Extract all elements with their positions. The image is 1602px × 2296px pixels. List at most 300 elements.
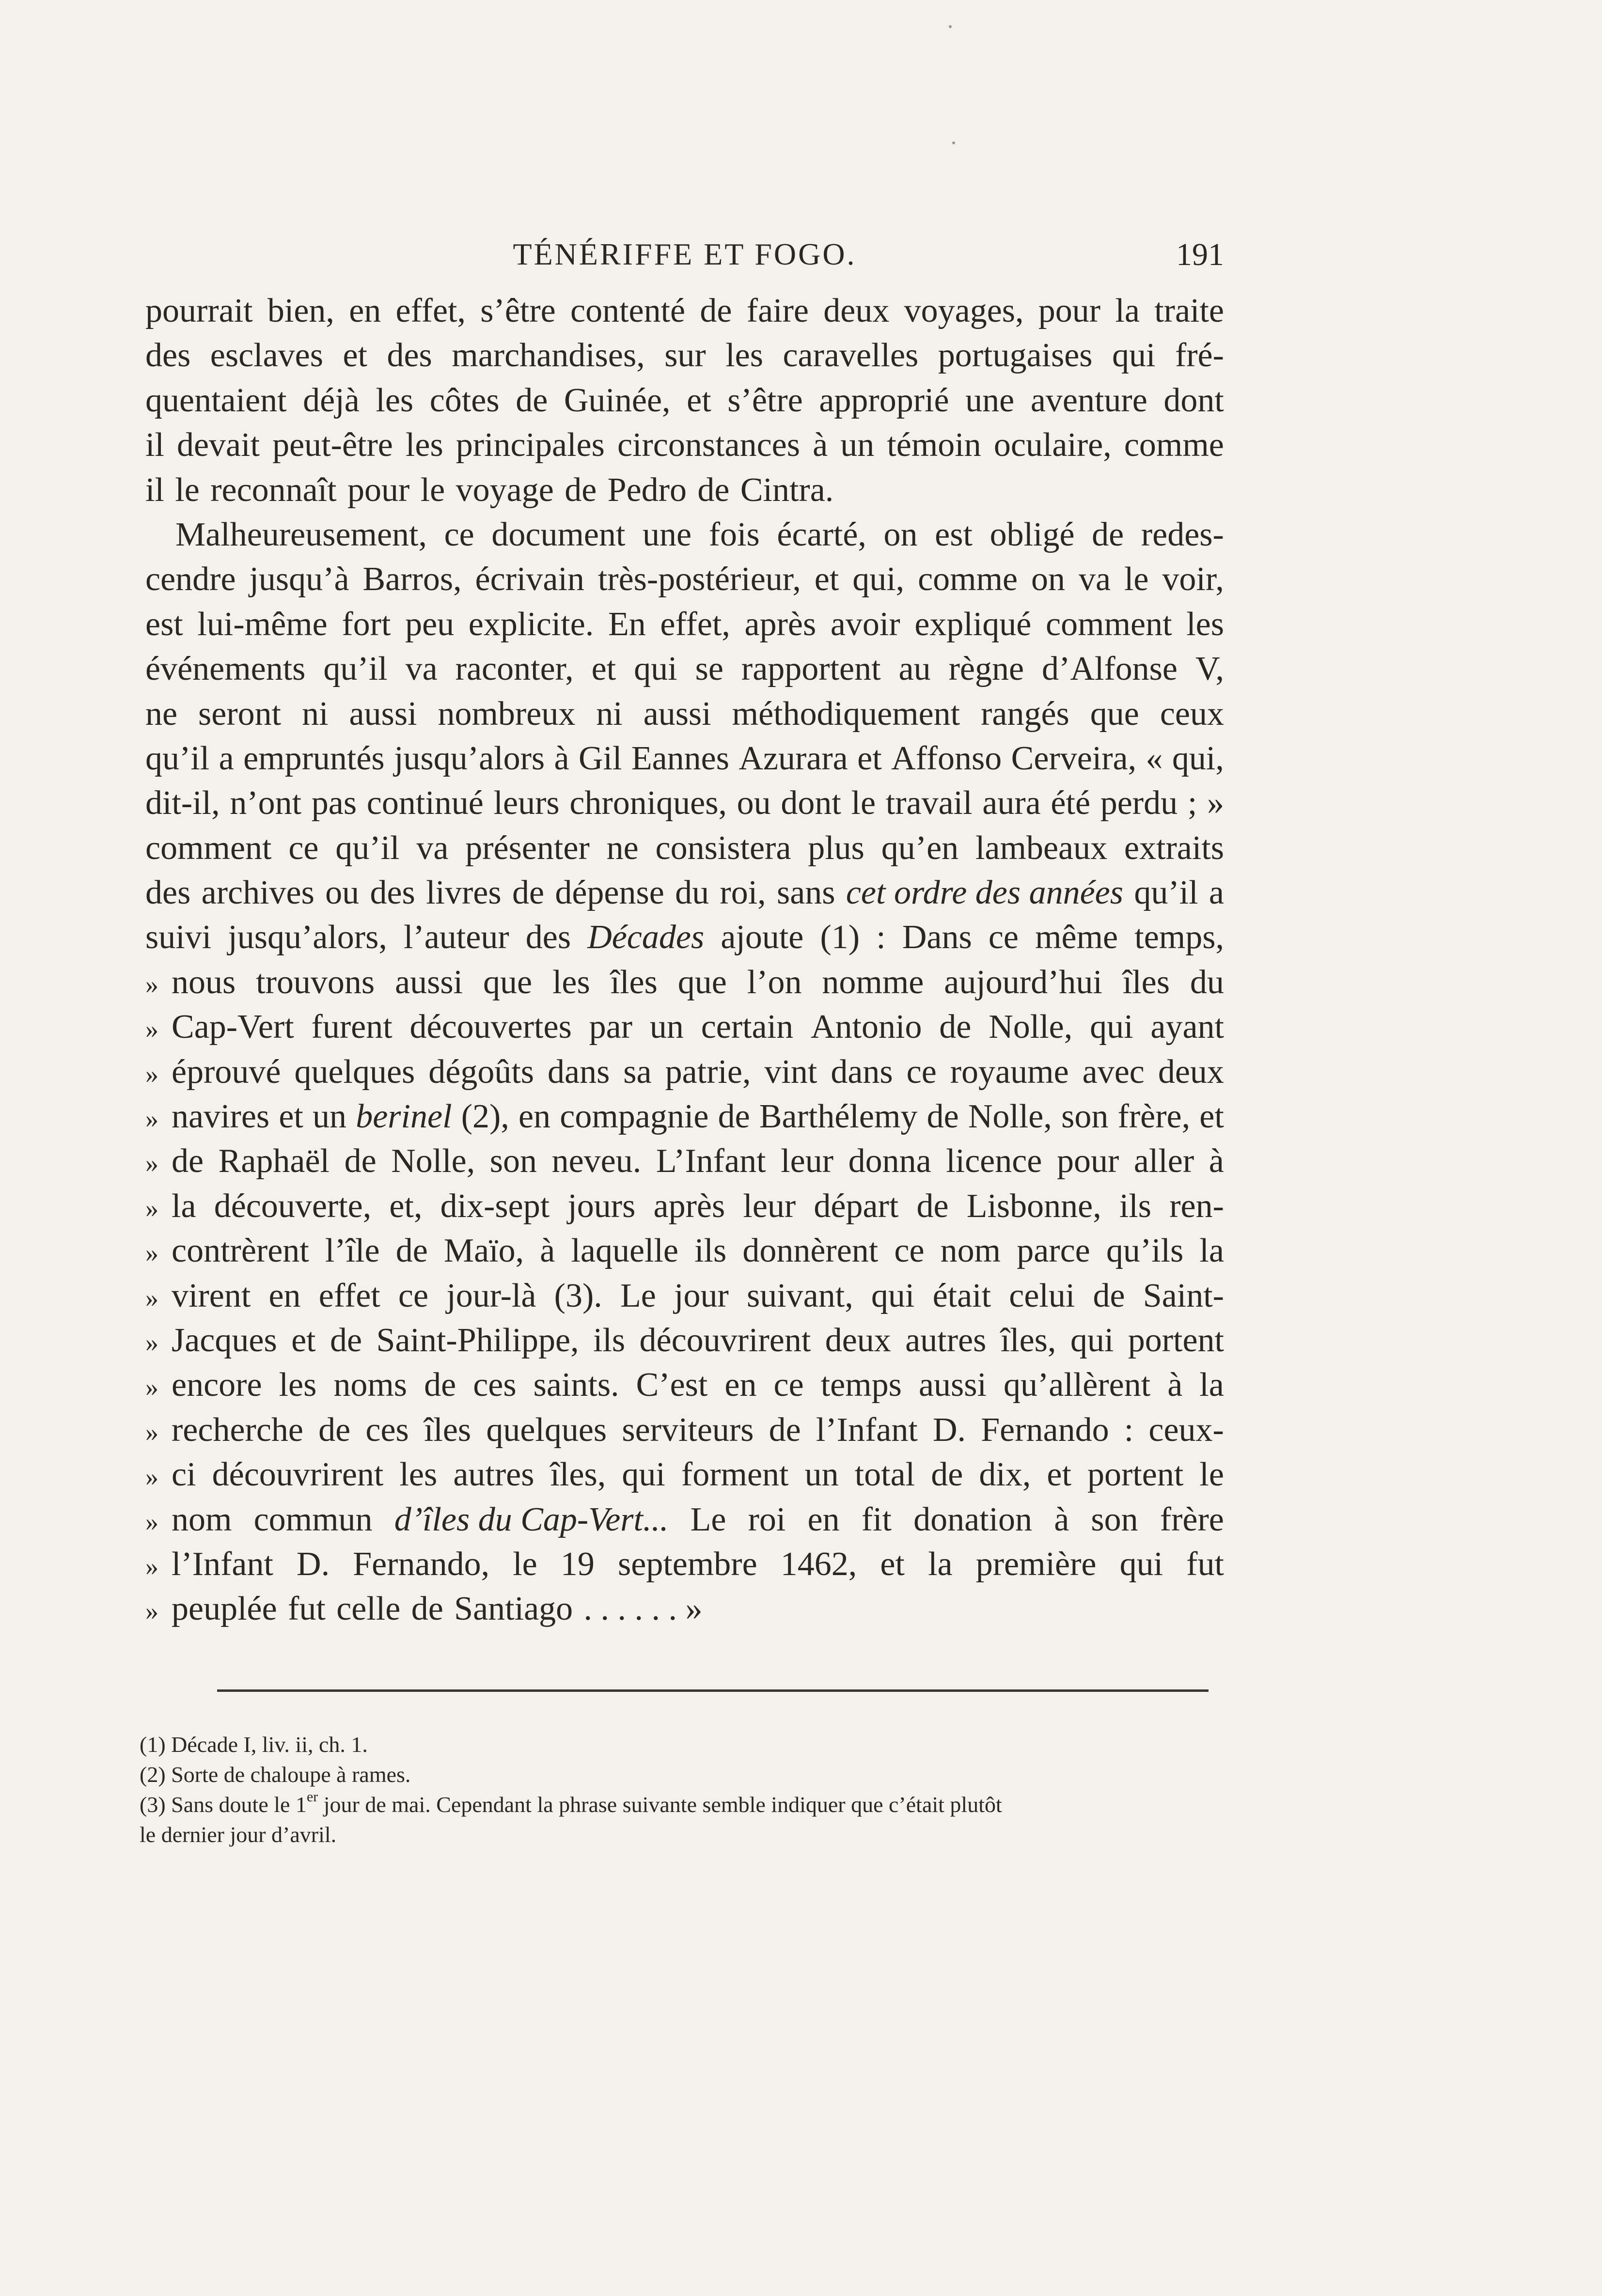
word: de bbox=[1092, 515, 1124, 553]
word: aussi bbox=[643, 695, 711, 733]
text-line bbox=[145, 1094, 1224, 1139]
word: rapportent bbox=[741, 650, 881, 688]
word: et bbox=[687, 381, 711, 419]
word: royaume bbox=[950, 1053, 1069, 1091]
word: berinel bbox=[356, 1098, 452, 1136]
word: Barros, bbox=[362, 561, 462, 598]
word: serviteurs bbox=[622, 1411, 754, 1449]
word: été bbox=[1051, 784, 1091, 822]
word: même bbox=[1035, 919, 1118, 956]
quote-text bbox=[172, 1139, 1224, 1184]
word: suivant, bbox=[746, 1277, 853, 1314]
word: ce bbox=[894, 1232, 925, 1270]
word: voyage bbox=[455, 471, 554, 509]
word: que bbox=[1090, 695, 1139, 733]
text-line bbox=[145, 1050, 1224, 1094]
word: qui, bbox=[1172, 739, 1224, 777]
text-line bbox=[145, 1453, 1224, 1497]
word: « bbox=[1146, 739, 1163, 777]
word: Azurara bbox=[738, 739, 848, 777]
word: travail bbox=[885, 784, 973, 822]
word: leur bbox=[781, 1142, 833, 1180]
word: Fernando bbox=[981, 1411, 1109, 1449]
word: témoin bbox=[887, 426, 981, 464]
word: de bbox=[931, 1456, 963, 1494]
word: pour bbox=[347, 471, 410, 509]
word: dit-il, bbox=[145, 784, 220, 822]
word: événements bbox=[145, 650, 306, 688]
word: écarté, bbox=[777, 515, 866, 553]
word: s’être bbox=[480, 292, 556, 329]
word: fut bbox=[288, 1590, 326, 1628]
text-line bbox=[145, 1363, 1224, 1407]
word: portugaises bbox=[938, 337, 1093, 375]
text-line bbox=[145, 647, 1224, 691]
word: Nolle, bbox=[391, 1142, 475, 1180]
word: ou bbox=[325, 874, 360, 912]
text-line bbox=[145, 1139, 1224, 1184]
word: son bbox=[1061, 1098, 1109, 1136]
word: pour bbox=[1056, 1142, 1119, 1180]
word: extraits bbox=[1124, 829, 1224, 867]
word: Santiago bbox=[454, 1590, 573, 1628]
word: et bbox=[857, 739, 882, 777]
word: va bbox=[405, 650, 438, 688]
quote-text bbox=[172, 1274, 1224, 1318]
word: peut-être bbox=[272, 426, 393, 464]
word: comme bbox=[918, 561, 1018, 598]
word: dix-sept bbox=[440, 1187, 550, 1225]
word: effet, bbox=[395, 292, 466, 329]
word: autres bbox=[453, 1456, 534, 1494]
word: son bbox=[1091, 1500, 1138, 1538]
quote-text bbox=[172, 1229, 1224, 1273]
word: saints. bbox=[533, 1366, 619, 1404]
quote-text bbox=[172, 1318, 1224, 1363]
quote-text bbox=[172, 1587, 1224, 1631]
footnote-3-line2: le dernier jour d’avril. bbox=[140, 1822, 337, 1847]
word: de bbox=[927, 1098, 959, 1136]
word: qu’il bbox=[145, 739, 210, 777]
word: d’Alfonse bbox=[1042, 650, 1178, 688]
word: et bbox=[279, 1098, 303, 1136]
word: et bbox=[880, 1545, 905, 1583]
word: qu’en bbox=[881, 829, 959, 867]
word: ci bbox=[172, 1456, 196, 1494]
word: obligé bbox=[989, 515, 1075, 553]
word: . . . . . . » bbox=[583, 1590, 703, 1628]
quote-text bbox=[172, 1498, 1224, 1542]
word: ; bbox=[1187, 784, 1197, 822]
word: archives bbox=[201, 874, 314, 912]
word: dépense bbox=[555, 874, 664, 912]
page-header bbox=[145, 236, 1224, 275]
text-line bbox=[145, 513, 1224, 557]
word: temps, bbox=[1134, 919, 1224, 956]
word: noms bbox=[333, 1366, 408, 1404]
word: est bbox=[145, 605, 183, 643]
word: autres bbox=[905, 1321, 987, 1359]
body-text bbox=[145, 289, 1224, 1632]
text-line bbox=[145, 692, 1224, 736]
word: licence bbox=[946, 1142, 1042, 1180]
word: donnèrent bbox=[742, 1232, 879, 1270]
quote-mark: » bbox=[145, 1104, 158, 1134]
word: les bbox=[279, 1366, 317, 1404]
quote-mark: » bbox=[145, 1417, 158, 1447]
word: avec bbox=[1082, 1053, 1145, 1091]
word: faire bbox=[746, 292, 809, 329]
word: : bbox=[876, 919, 886, 956]
word: des bbox=[145, 874, 191, 912]
word: recherche bbox=[172, 1411, 303, 1449]
word: Guinée, bbox=[564, 381, 671, 419]
word: jours bbox=[567, 1187, 636, 1225]
word: fort bbox=[342, 605, 391, 643]
word: jusqu’alors bbox=[394, 739, 545, 777]
word: de bbox=[344, 1142, 377, 1180]
word: esclaves bbox=[210, 337, 323, 375]
word: cendre bbox=[145, 561, 236, 598]
word: lambeaux bbox=[975, 829, 1108, 867]
word: le bbox=[420, 471, 445, 509]
word: découvertes bbox=[409, 1008, 572, 1046]
text-line bbox=[145, 378, 1224, 423]
word: livres bbox=[426, 874, 502, 912]
word: va bbox=[1078, 561, 1111, 598]
word: de bbox=[916, 1187, 949, 1225]
word: a bbox=[1209, 874, 1224, 912]
word: L’Infant bbox=[656, 1142, 766, 1180]
text-line bbox=[145, 915, 1224, 960]
word: découvrirent bbox=[639, 1321, 811, 1359]
word: D. bbox=[932, 1411, 966, 1449]
word: règne bbox=[948, 650, 1024, 688]
word: nom bbox=[172, 1500, 232, 1538]
word: qu’allèrent bbox=[1003, 1366, 1151, 1404]
word: découverte, bbox=[214, 1187, 372, 1225]
word: de bbox=[565, 471, 597, 509]
word: donation bbox=[913, 1500, 1033, 1538]
word: Le bbox=[690, 1500, 726, 1538]
word: le bbox=[851, 784, 876, 822]
word: Saint-Philippe, bbox=[376, 1321, 579, 1359]
word: que bbox=[677, 963, 727, 1001]
word: les bbox=[552, 963, 590, 1001]
word: jusqu’à bbox=[249, 561, 349, 598]
word: commun bbox=[253, 1500, 373, 1538]
word: est bbox=[935, 515, 973, 553]
word: Affonso bbox=[891, 739, 1002, 777]
text-line bbox=[145, 960, 1224, 1005]
word: navires bbox=[172, 1098, 270, 1136]
word: ce bbox=[906, 1053, 937, 1091]
word: Le bbox=[620, 1277, 656, 1314]
word: encore bbox=[172, 1366, 262, 1404]
quote-mark: » bbox=[145, 1596, 158, 1626]
word: l’île bbox=[325, 1232, 380, 1270]
word: pas bbox=[311, 784, 357, 822]
word: on bbox=[883, 515, 918, 553]
word: ayant bbox=[1150, 1008, 1224, 1046]
word: de bbox=[172, 1142, 204, 1180]
text-line bbox=[145, 423, 1224, 468]
word: Fernando, bbox=[353, 1545, 490, 1583]
word: frère bbox=[1160, 1500, 1224, 1538]
word: des bbox=[370, 874, 415, 912]
footnote-3-superscript: er bbox=[306, 1789, 318, 1805]
word: quelques bbox=[294, 1053, 415, 1091]
word: voyages, bbox=[904, 292, 1024, 329]
quote-mark: » bbox=[145, 1283, 158, 1312]
word: perdu bbox=[1100, 784, 1178, 822]
word: de bbox=[411, 1590, 443, 1628]
word: redes- bbox=[1141, 515, 1224, 553]
word: seront bbox=[198, 695, 282, 733]
word: frère, bbox=[1117, 1098, 1191, 1136]
word: Lisbonne, bbox=[966, 1187, 1101, 1225]
word: aura bbox=[982, 784, 1041, 822]
word: neveu. bbox=[551, 1142, 642, 1180]
word: les bbox=[376, 381, 414, 419]
word: se bbox=[695, 650, 723, 688]
word: en bbox=[268, 1277, 301, 1314]
word: ils bbox=[694, 1232, 727, 1270]
text-line bbox=[145, 1184, 1224, 1229]
footnote-3 bbox=[140, 1790, 1225, 1820]
word: première bbox=[975, 1545, 1097, 1583]
word: et bbox=[814, 561, 839, 598]
word: et bbox=[1199, 1098, 1224, 1136]
word: Cerveira, bbox=[1011, 739, 1137, 777]
paper-speck bbox=[949, 25, 952, 28]
word: aussi bbox=[918, 1366, 987, 1404]
quote-text bbox=[172, 1050, 1224, 1094]
word: et bbox=[291, 1321, 316, 1359]
text-line bbox=[145, 1408, 1224, 1453]
word: » bbox=[1207, 784, 1224, 822]
word: aller bbox=[1133, 1142, 1194, 1180]
text-line bbox=[145, 1498, 1224, 1542]
word: à bbox=[1167, 1366, 1183, 1404]
word: portent bbox=[1128, 1321, 1224, 1359]
quote-mark: » bbox=[145, 1551, 158, 1581]
word: en bbox=[518, 1098, 551, 1136]
word: furent bbox=[311, 1008, 393, 1046]
word: côtes bbox=[429, 381, 500, 419]
word: total bbox=[854, 1456, 915, 1494]
quote-mark: » bbox=[145, 1149, 158, 1178]
word: contenté bbox=[570, 292, 686, 329]
word: comment bbox=[145, 829, 272, 867]
word: certain bbox=[701, 1008, 794, 1046]
word: îles, bbox=[550, 1456, 606, 1494]
word: celle bbox=[336, 1590, 401, 1628]
word: chroniques, bbox=[569, 784, 727, 822]
word: jusqu’alors, bbox=[228, 919, 387, 956]
word: la bbox=[1115, 292, 1140, 329]
word: il bbox=[145, 426, 164, 464]
word: ce bbox=[988, 919, 1019, 956]
text-line bbox=[145, 1542, 1224, 1587]
footnote-2: (2) Sorte de chaloupe à rames. bbox=[140, 1762, 411, 1787]
quote-text bbox=[172, 1408, 1224, 1453]
word: avoir bbox=[830, 605, 900, 643]
word: dont bbox=[1163, 381, 1224, 419]
word: de bbox=[718, 1098, 750, 1136]
quote-text bbox=[172, 1453, 1224, 1497]
word: cet ordre des années bbox=[846, 874, 1123, 912]
word: aussi bbox=[349, 695, 417, 733]
quote-mark: » bbox=[145, 1462, 158, 1492]
word: plus bbox=[808, 829, 864, 867]
word: leur bbox=[743, 1187, 796, 1225]
word: qui bbox=[871, 1277, 915, 1314]
word: ils bbox=[1119, 1187, 1152, 1225]
word: Eannes bbox=[631, 739, 729, 777]
word: que bbox=[483, 963, 533, 1001]
word: circonstances bbox=[617, 426, 800, 464]
word: quentaient bbox=[145, 381, 287, 419]
word: l’auteur bbox=[403, 919, 509, 956]
text-line bbox=[145, 736, 1224, 781]
word: ce bbox=[398, 1277, 429, 1314]
text-line bbox=[145, 289, 1224, 333]
word: 19 bbox=[560, 1545, 595, 1583]
word: roi bbox=[748, 1500, 786, 1538]
quote-text bbox=[172, 1094, 1224, 1139]
word: en bbox=[724, 1366, 757, 1404]
word: D. bbox=[297, 1545, 330, 1583]
word: s’être bbox=[727, 381, 803, 419]
word: rangés bbox=[981, 695, 1069, 733]
word: n’ont bbox=[230, 784, 302, 822]
word: très-postérieur, bbox=[597, 561, 801, 598]
word: va bbox=[416, 829, 449, 867]
word: Nolle, bbox=[989, 1008, 1073, 1046]
word: îles bbox=[1122, 963, 1170, 1001]
word: sans bbox=[776, 874, 835, 912]
word: et bbox=[591, 650, 616, 688]
word: qui bbox=[622, 1456, 665, 1494]
word: qui bbox=[1112, 337, 1156, 375]
word: du bbox=[675, 874, 709, 912]
word: des bbox=[525, 919, 571, 956]
word: peuplée bbox=[172, 1590, 277, 1628]
word: ils bbox=[593, 1321, 626, 1359]
word: C’est bbox=[636, 1366, 708, 1404]
word: un bbox=[649, 1008, 684, 1046]
word: bien, bbox=[267, 292, 334, 329]
word: Dans bbox=[902, 919, 972, 956]
footnote-rule bbox=[217, 1689, 1209, 1692]
footnotes bbox=[140, 1730, 1225, 1850]
word: Décades bbox=[587, 919, 705, 956]
word: approprié bbox=[819, 381, 949, 419]
word: peu bbox=[405, 605, 455, 643]
word: qui, bbox=[852, 561, 905, 598]
word: de bbox=[330, 1321, 362, 1359]
word: pourrait bbox=[145, 292, 253, 329]
word: la bbox=[1199, 1232, 1224, 1270]
text-line bbox=[145, 826, 1224, 871]
word: ne bbox=[606, 829, 639, 867]
word: qu’il bbox=[335, 829, 400, 867]
word: fois bbox=[708, 515, 760, 553]
word: caravelles bbox=[783, 337, 919, 375]
word: vint bbox=[764, 1053, 817, 1091]
word: Maïo, bbox=[443, 1232, 524, 1270]
word: on bbox=[1031, 561, 1066, 598]
word: en bbox=[349, 292, 381, 329]
word: continué bbox=[366, 784, 484, 822]
word: de bbox=[516, 381, 548, 419]
word: compagnie bbox=[560, 1098, 709, 1136]
word: ces bbox=[365, 1411, 409, 1449]
word: et bbox=[1047, 1456, 1071, 1494]
word: îles, bbox=[1000, 1321, 1056, 1359]
word: de bbox=[939, 1008, 972, 1046]
word: forment bbox=[681, 1456, 789, 1494]
word: celui bbox=[1009, 1277, 1075, 1314]
word: traite bbox=[1154, 292, 1224, 329]
word: l’on bbox=[747, 963, 802, 1001]
text-line bbox=[145, 871, 1224, 915]
word: effet bbox=[318, 1277, 380, 1314]
word: les bbox=[405, 426, 443, 464]
word: le bbox=[1124, 561, 1149, 598]
word: jour bbox=[674, 1277, 729, 1314]
word: il bbox=[145, 471, 164, 509]
text-line bbox=[145, 1229, 1224, 1273]
text-line bbox=[145, 1318, 1224, 1363]
word: Nolle, bbox=[968, 1098, 1052, 1136]
word: sur bbox=[664, 337, 706, 375]
word: raconter, bbox=[455, 650, 574, 688]
word: Malheureusement, bbox=[175, 515, 427, 553]
word: qu’il bbox=[323, 650, 388, 688]
word: à bbox=[1054, 1500, 1069, 1538]
word: Jacques bbox=[172, 1321, 277, 1359]
word: ce bbox=[288, 829, 319, 867]
word: le bbox=[513, 1545, 537, 1583]
word: nombreux bbox=[438, 695, 576, 733]
word: temps bbox=[820, 1366, 902, 1404]
word: Cintra. bbox=[740, 471, 834, 509]
word: leurs bbox=[493, 784, 560, 822]
word: de bbox=[424, 1366, 456, 1404]
page-number: 191 bbox=[1176, 237, 1224, 272]
word: ni bbox=[302, 695, 329, 733]
word: deux bbox=[823, 292, 890, 329]
word: le bbox=[1199, 1456, 1224, 1494]
word: suivi bbox=[145, 919, 212, 956]
quote-mark: » bbox=[145, 1238, 158, 1268]
word: ren- bbox=[1169, 1187, 1224, 1225]
word: parce bbox=[1017, 1232, 1090, 1270]
quote-mark: » bbox=[145, 969, 158, 999]
word: du bbox=[1190, 963, 1224, 1001]
word: nomme bbox=[822, 963, 924, 1001]
word: des bbox=[387, 337, 432, 375]
word: lui-même bbox=[197, 605, 328, 643]
footnote-3-line1 bbox=[140, 1790, 1002, 1820]
word: roi, bbox=[720, 874, 766, 912]
word: une bbox=[965, 381, 1015, 419]
text-line bbox=[145, 781, 1224, 826]
quote-mark: » bbox=[145, 1507, 158, 1536]
word: Pedro bbox=[607, 471, 687, 509]
